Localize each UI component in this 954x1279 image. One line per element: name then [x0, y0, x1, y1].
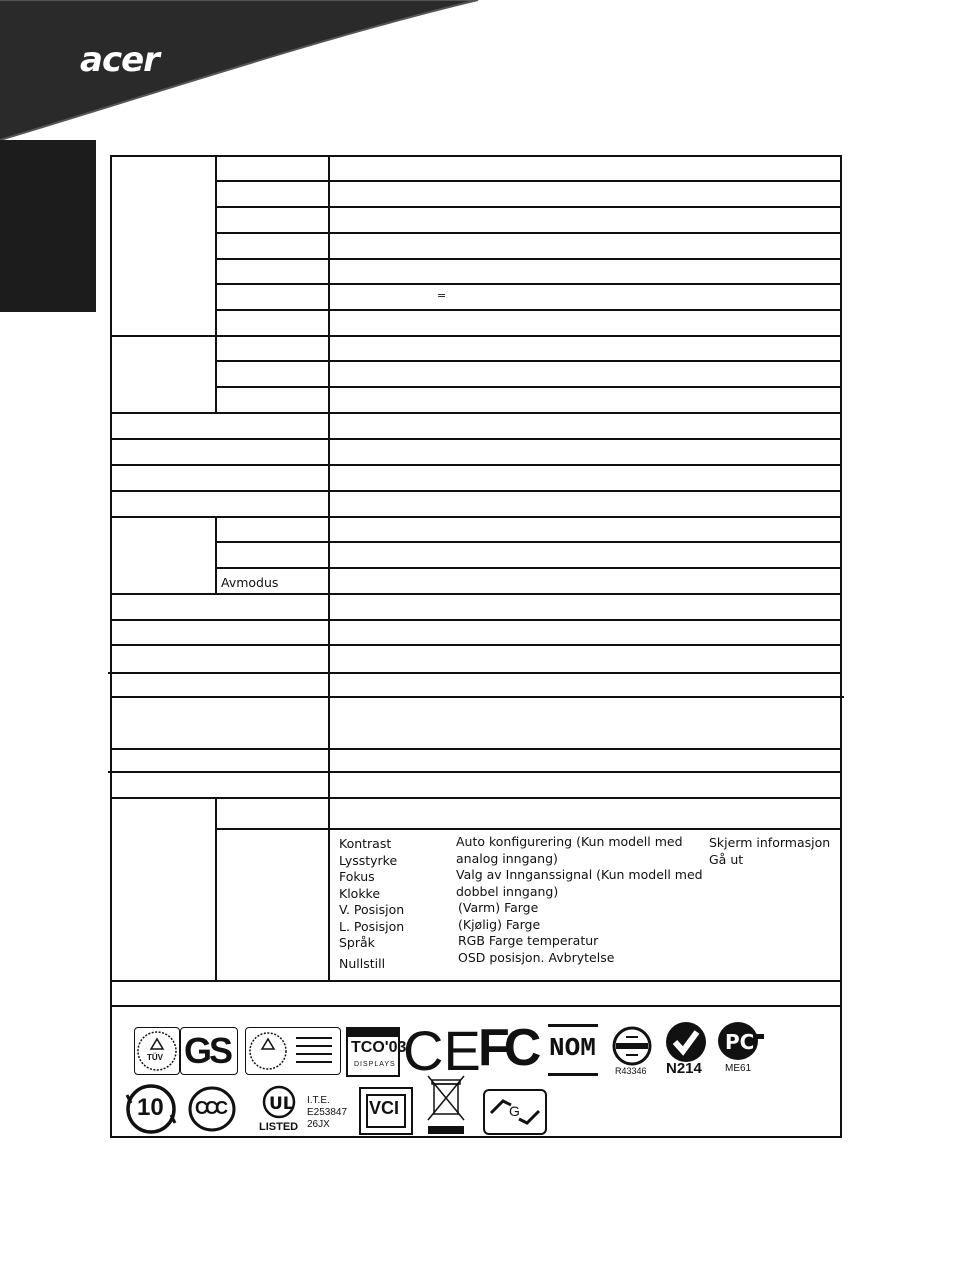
ul-number: E253847 — [307, 1107, 348, 1118]
fcc-logo — [478, 1019, 542, 1077]
osd-item: L. Posisjon — [339, 918, 405, 934]
tco-label: TCO'03 — [351, 1039, 407, 1056]
pct-code: ME61 — [725, 1063, 752, 1074]
osd-item: Fokus — [339, 869, 375, 884]
ccc-label: CCC — [195, 1098, 225, 1118]
vci-label: VCI — [369, 1098, 400, 1118]
osd-item: analog inngang) — [456, 850, 558, 866]
ctick-code: N214 — [666, 1060, 702, 1077]
osd-item: (Kjølig) Farge — [458, 916, 541, 932]
nom-label: NOM — [549, 1033, 596, 1063]
fcc-label: FC — [478, 1019, 536, 1077]
tco-logo — [346, 1027, 407, 1077]
ul-listed: LISTED — [259, 1121, 299, 1133]
osd-item: RGB Farge temperatur — [458, 933, 599, 948]
svg-text:PC: PC — [725, 1030, 755, 1054]
osd-item: Språk — [339, 935, 375, 950]
tco-sub-label: DISPLAYS — [354, 1061, 396, 1068]
vci-logo — [359, 1087, 413, 1135]
equals-symbol: = — [437, 289, 447, 302]
tuv-logo — [134, 1027, 180, 1075]
osd-item: Nullstill — [339, 955, 386, 971]
ul-code: 26JX — [307, 1119, 330, 1130]
weee-bin-icon — [424, 1074, 468, 1136]
osd-column-2 — [456, 834, 703, 966]
acer-logo: acer — [80, 40, 159, 80]
osd-item: OSD posisjon. Avbrytelse — [458, 949, 615, 965]
gs-label: GS — [184, 1030, 231, 1071]
ctick-logo — [664, 1020, 712, 1078]
nom-logo — [548, 1024, 598, 1076]
osd-item: Gå ut — [709, 851, 744, 867]
g-mark-logo — [483, 1089, 547, 1135]
mode-label: Avmodus — [221, 575, 279, 590]
osd-item: (Varm) Farge — [458, 900, 539, 915]
ce-logo — [403, 1019, 481, 1082]
osd-item: Auto konfigurering (Kun modell med — [456, 834, 683, 849]
osd-item: dobbel inngang) — [456, 883, 559, 899]
gs-logo — [180, 1027, 238, 1075]
rohs-years: 10 — [137, 1094, 164, 1121]
osd-item: Valg av Innganssignal (Kun modell med — [456, 867, 703, 882]
gost-code: R43346 — [615, 1066, 647, 1076]
g-mark-label: G — [509, 1103, 520, 1119]
tuv-ergonomics-logo — [245, 1027, 341, 1075]
tuv-label: TÜV — [147, 1053, 163, 1062]
osd-column-1 — [339, 836, 404, 972]
osd-item: Lysstyrke — [339, 852, 398, 868]
osd-item: Kontrast — [339, 836, 392, 851]
ul-logo — [249, 1085, 349, 1137]
osd-item: V. Posisjon — [339, 902, 405, 917]
osd-item: Klokke — [339, 885, 381, 901]
language-tab — [0, 140, 96, 312]
pct-logo — [716, 1020, 766, 1076]
ccc-logo — [188, 1085, 240, 1133]
ce-label: CE — [403, 1019, 481, 1082]
osd-item: Skjerm informasjon — [709, 835, 831, 850]
osd-column-3 — [709, 835, 830, 868]
rohs-10-logo — [123, 1083, 179, 1135]
ul-ite: I.T.E. — [307, 1095, 330, 1106]
gost-logo — [612, 1024, 656, 1080]
svg-text:UL: UL — [269, 1094, 294, 1114]
